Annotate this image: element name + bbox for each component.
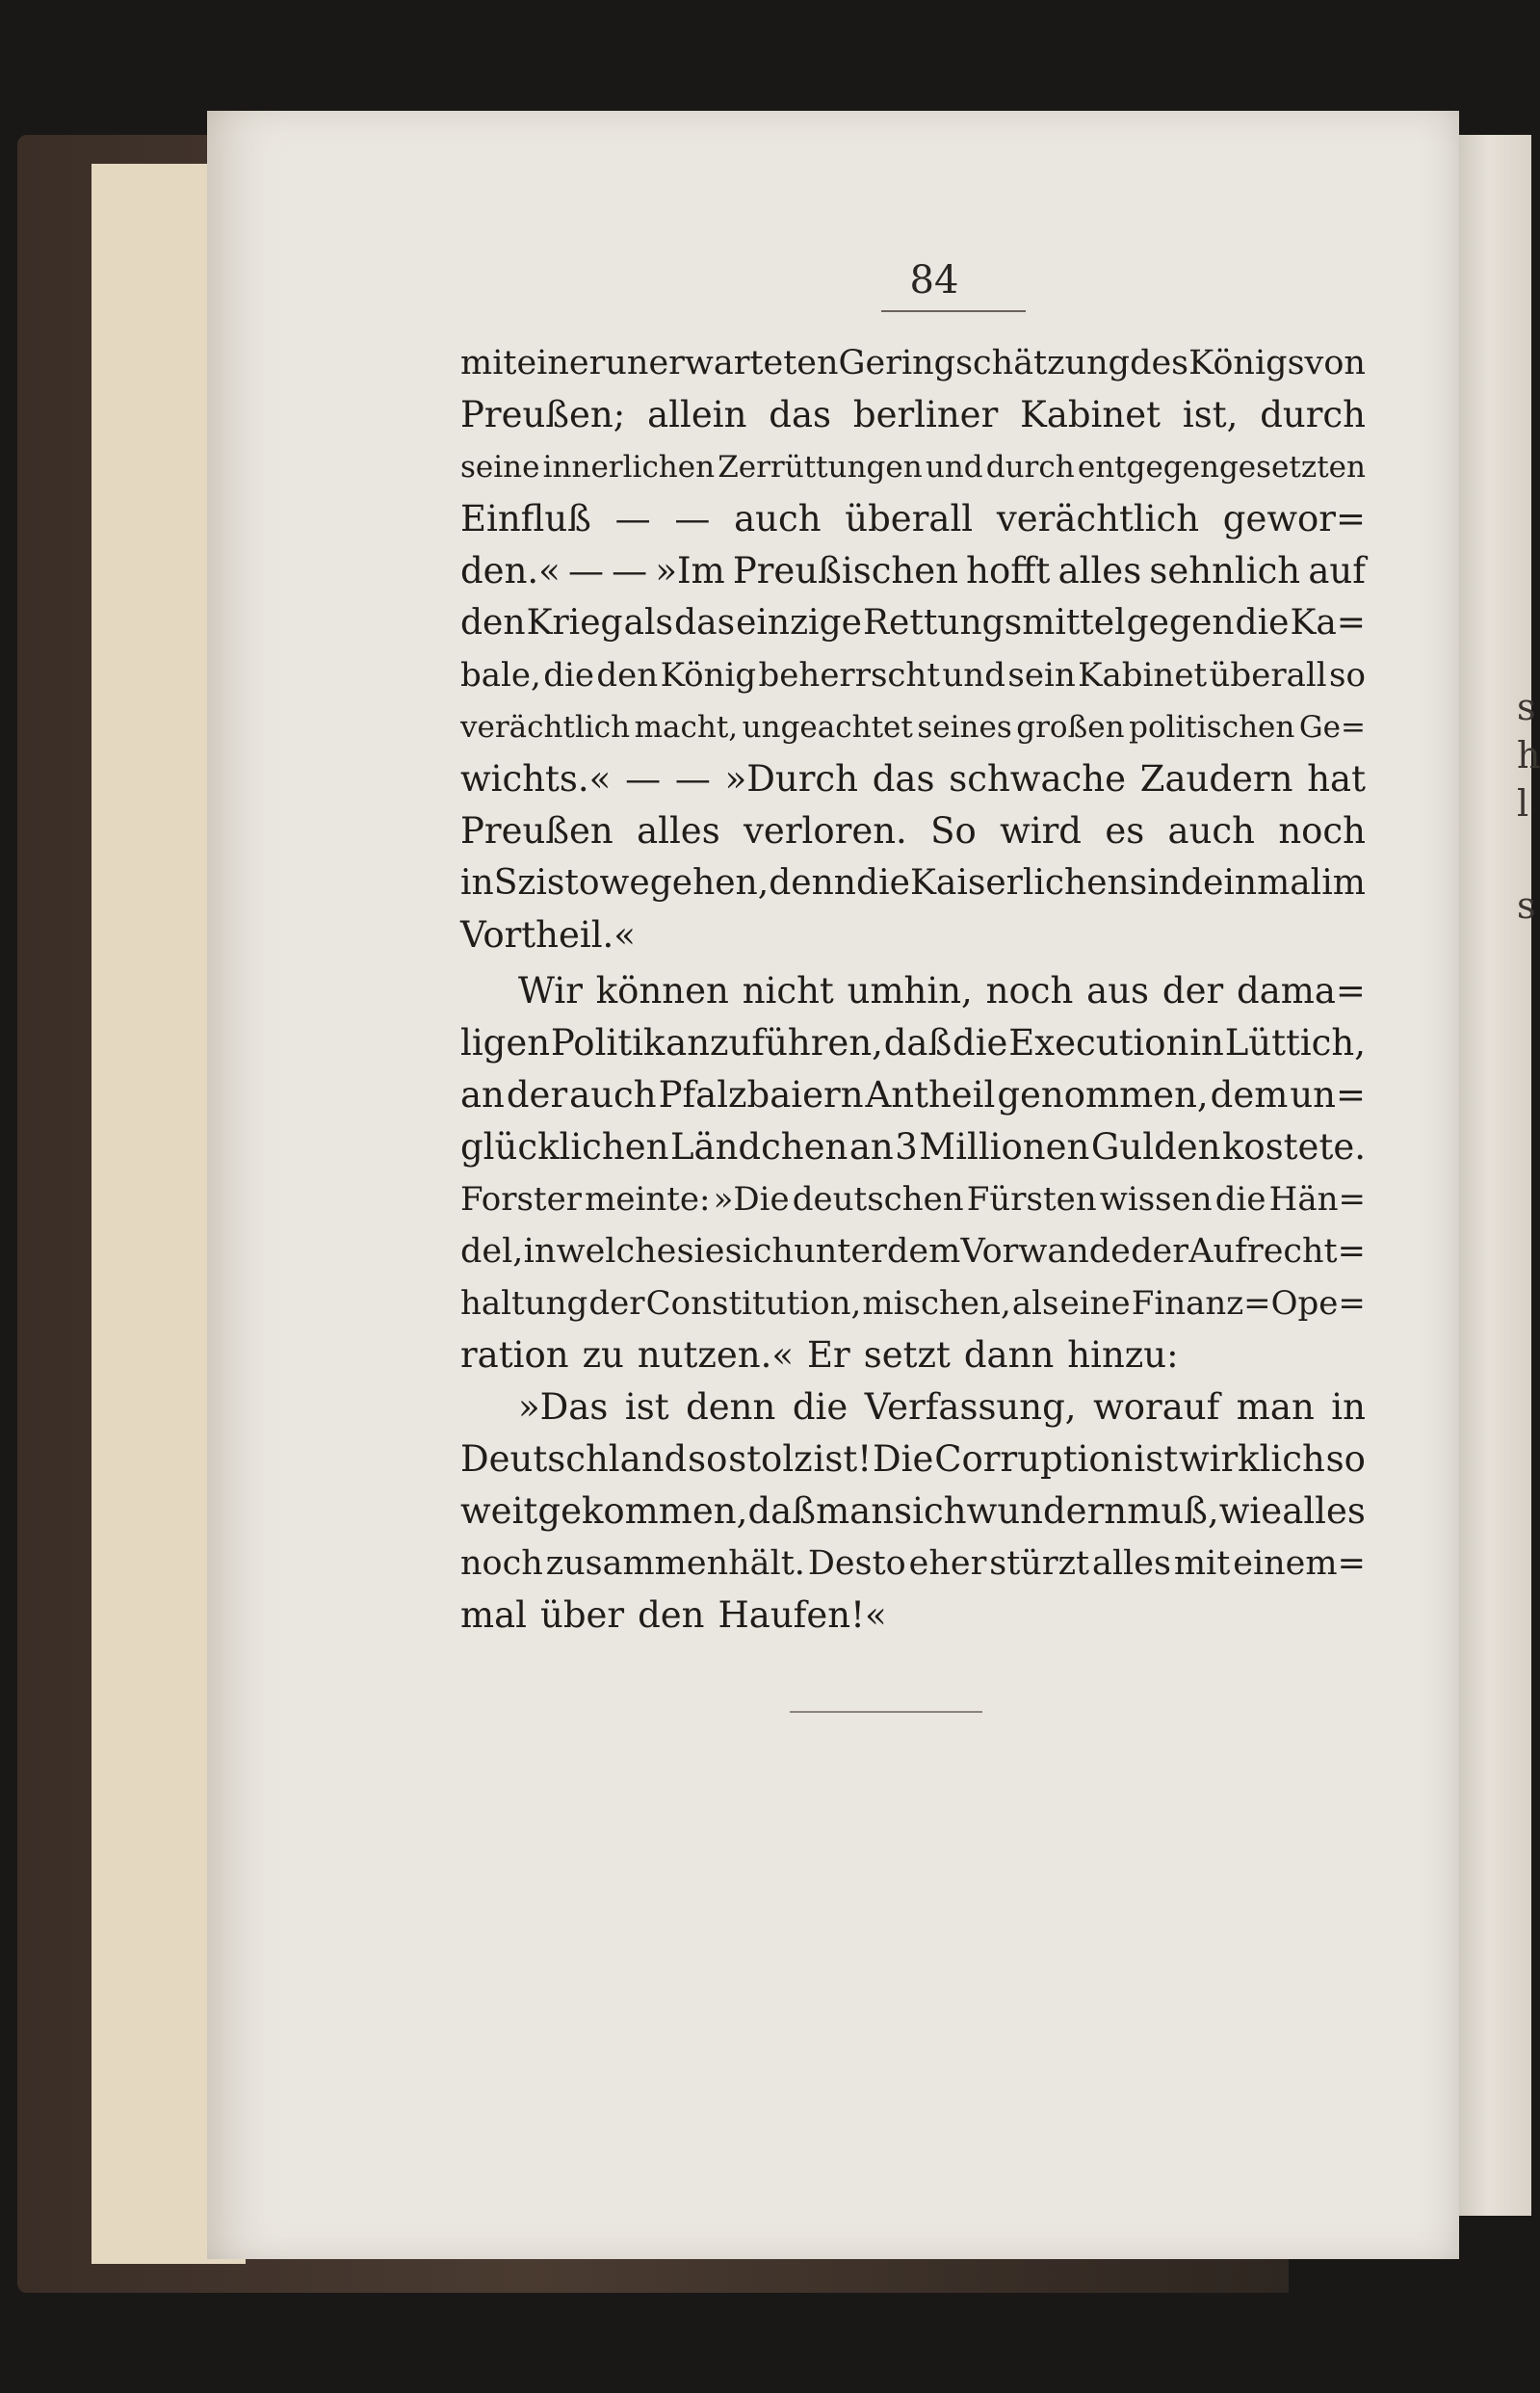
word: in bbox=[1189, 1022, 1224, 1064]
word: Vorwande bbox=[960, 1232, 1131, 1271]
word: die bbox=[1214, 1180, 1266, 1219]
word: auch bbox=[569, 1074, 657, 1116]
word: — bbox=[674, 758, 711, 800]
word: — bbox=[614, 498, 651, 539]
word: man bbox=[816, 1490, 895, 1532]
word: sich bbox=[724, 1232, 794, 1271]
word: aus bbox=[1086, 970, 1150, 1012]
word: als bbox=[623, 603, 674, 643]
word: Ländchen bbox=[669, 1126, 848, 1168]
word: »Die bbox=[713, 1180, 790, 1219]
word: daß bbox=[747, 1490, 816, 1532]
word: einmal bbox=[1203, 863, 1322, 903]
word: deutschen bbox=[792, 1180, 964, 1219]
facing-page-fragment: s bbox=[1517, 686, 1536, 728]
word: Antheil bbox=[865, 1074, 996, 1116]
word: Krieg bbox=[526, 603, 623, 643]
text-line bbox=[460, 649, 1366, 701]
word: mit bbox=[460, 344, 517, 382]
word: den bbox=[596, 656, 659, 695]
word: berliner bbox=[852, 394, 999, 435]
word: können bbox=[595, 970, 729, 1012]
text-line bbox=[460, 1590, 1366, 1642]
facing-page-edge bbox=[1459, 135, 1531, 2216]
word: Kaiserlichen bbox=[909, 863, 1130, 903]
word: man bbox=[1236, 1386, 1315, 1428]
word: die bbox=[953, 1022, 1008, 1064]
word: an bbox=[460, 1074, 505, 1116]
word: entgegengesetzten bbox=[1077, 450, 1366, 485]
word: Kabinet bbox=[1020, 394, 1161, 435]
text-line bbox=[460, 1486, 1366, 1538]
word: das bbox=[769, 394, 832, 435]
text-line bbox=[460, 389, 1366, 441]
word: Zerrüttungen bbox=[718, 450, 923, 485]
word: unerwarteten bbox=[605, 344, 839, 382]
text-line bbox=[460, 857, 1366, 909]
word: 3 bbox=[895, 1126, 918, 1168]
word: dann bbox=[963, 1334, 1055, 1376]
word: nicht bbox=[742, 970, 834, 1012]
word: Verfassung, bbox=[864, 1386, 1077, 1428]
word: ration bbox=[460, 1334, 569, 1376]
word: ist bbox=[1134, 1438, 1179, 1480]
text-line bbox=[460, 493, 1366, 545]
word: wirklich bbox=[1178, 1438, 1325, 1480]
text-line bbox=[460, 337, 1366, 389]
word: dama= bbox=[1237, 970, 1366, 1012]
word: Einfluß bbox=[460, 498, 591, 539]
word: dem bbox=[1210, 1074, 1289, 1116]
header-rule bbox=[881, 310, 1026, 312]
word: der bbox=[1162, 970, 1224, 1012]
word: »Das bbox=[518, 1386, 609, 1428]
word: Königs bbox=[1188, 344, 1305, 382]
word: seine bbox=[460, 450, 540, 485]
word: Preußischen bbox=[732, 550, 958, 592]
word: Rettungsmittel bbox=[862, 603, 1126, 643]
word: wird bbox=[1000, 810, 1082, 852]
text-line bbox=[460, 1173, 1366, 1225]
word: eine bbox=[1059, 1284, 1131, 1323]
word: anzuführen, bbox=[666, 1022, 883, 1064]
word: kostete. bbox=[1222, 1126, 1366, 1168]
word: sie bbox=[676, 1232, 725, 1271]
page-number: 84 bbox=[909, 258, 959, 302]
body-text bbox=[460, 337, 1366, 1642]
word: den.« bbox=[460, 550, 561, 592]
word: alles bbox=[1282, 1490, 1366, 1532]
word: König bbox=[660, 656, 757, 695]
word: unter bbox=[794, 1232, 887, 1271]
word: hofft bbox=[966, 550, 1051, 592]
word: weit bbox=[460, 1490, 538, 1532]
word: der bbox=[588, 1284, 645, 1323]
word: Execution bbox=[1008, 1022, 1189, 1064]
word: auch bbox=[1167, 810, 1255, 852]
word: Aufrecht= bbox=[1188, 1232, 1366, 1271]
text-line bbox=[460, 1538, 1366, 1590]
word: so bbox=[688, 1438, 728, 1480]
word: Preußen; bbox=[460, 394, 626, 435]
word: wundern bbox=[966, 1490, 1128, 1532]
word: einem= bbox=[1233, 1544, 1366, 1583]
word: innerlichen bbox=[542, 450, 716, 485]
text-line bbox=[460, 909, 1366, 961]
word: Millionen bbox=[919, 1126, 1090, 1168]
word: welche bbox=[556, 1232, 677, 1271]
word: ist, bbox=[1182, 394, 1239, 435]
word: denn bbox=[769, 863, 856, 903]
word: Die bbox=[872, 1438, 934, 1480]
word: und bbox=[942, 656, 1005, 695]
word: nutzen.« bbox=[637, 1334, 795, 1376]
word: daß bbox=[883, 1022, 953, 1064]
word: »Im bbox=[655, 550, 725, 592]
word: in bbox=[1331, 1386, 1366, 1428]
word: auch bbox=[734, 498, 822, 539]
word: mischen, bbox=[862, 1284, 1011, 1323]
word: dem bbox=[887, 1232, 961, 1271]
word: Politik bbox=[550, 1022, 666, 1064]
word: stolz bbox=[728, 1438, 813, 1480]
end-rule bbox=[790, 1711, 982, 1713]
word: politischen bbox=[1129, 710, 1295, 745]
word: seines bbox=[917, 710, 1012, 745]
word: So bbox=[930, 810, 977, 852]
word: glücklichen bbox=[460, 1126, 669, 1168]
word: Gulden bbox=[1090, 1126, 1221, 1168]
text-line bbox=[460, 1381, 1366, 1433]
word: Vortheil.« bbox=[460, 914, 636, 956]
word: einzige bbox=[736, 603, 862, 643]
word: — bbox=[625, 758, 662, 800]
word: durch bbox=[985, 450, 1075, 485]
word: Wir bbox=[518, 970, 583, 1012]
word: überall bbox=[845, 498, 974, 539]
text-line bbox=[460, 597, 1366, 649]
word: Hän= bbox=[1268, 1180, 1366, 1219]
word: muß, bbox=[1127, 1490, 1219, 1532]
word: alles bbox=[1092, 1544, 1171, 1583]
word: einer bbox=[516, 344, 606, 382]
word: Lüttich, bbox=[1224, 1022, 1366, 1064]
word: der bbox=[506, 1074, 568, 1116]
word: Pfalzbaiern bbox=[658, 1074, 864, 1116]
text-line bbox=[460, 753, 1366, 805]
word: Er bbox=[807, 1334, 850, 1376]
word: noch bbox=[985, 970, 1074, 1012]
word: ligen bbox=[460, 1022, 551, 1064]
word: eher bbox=[908, 1544, 987, 1583]
word: sein bbox=[1007, 656, 1076, 695]
word: von bbox=[1304, 344, 1366, 382]
word: Fürsten bbox=[966, 1180, 1097, 1219]
word: ist bbox=[624, 1386, 669, 1428]
word: sehnlich bbox=[1149, 550, 1301, 592]
word: verächtlich bbox=[460, 710, 631, 745]
word: alles bbox=[637, 810, 720, 852]
word: Corruption bbox=[934, 1438, 1134, 1480]
facing-page-fragment: h bbox=[1517, 734, 1540, 776]
word: genommen, bbox=[997, 1074, 1209, 1116]
word: wie bbox=[1218, 1490, 1283, 1532]
word: das bbox=[872, 758, 935, 800]
word: wissen bbox=[1099, 1180, 1213, 1219]
word: — bbox=[567, 550, 604, 592]
word: gehen, bbox=[649, 863, 770, 903]
word: durch bbox=[1260, 394, 1366, 435]
word: sind bbox=[1129, 863, 1203, 903]
word: Forster bbox=[460, 1180, 582, 1219]
text-line bbox=[460, 1225, 1366, 1277]
word: umhin, bbox=[847, 970, 973, 1012]
word: Desto bbox=[807, 1544, 906, 1583]
word: es bbox=[1105, 810, 1145, 852]
word: macht, bbox=[634, 710, 739, 745]
word: so bbox=[1329, 656, 1366, 695]
word: das bbox=[674, 603, 736, 643]
word: Haufen!« bbox=[718, 1594, 887, 1636]
word: den bbox=[460, 603, 526, 643]
word: worauf bbox=[1093, 1386, 1220, 1428]
word: — bbox=[674, 498, 711, 539]
word: Ka= bbox=[1290, 603, 1366, 643]
word: denn bbox=[686, 1386, 776, 1428]
word: sich bbox=[894, 1490, 967, 1532]
word: — bbox=[612, 550, 648, 592]
word: so bbox=[1325, 1438, 1366, 1480]
word: die bbox=[792, 1386, 848, 1428]
word: mit bbox=[1173, 1544, 1231, 1583]
word: der bbox=[1131, 1232, 1188, 1271]
word: großen bbox=[1016, 710, 1125, 745]
word: in bbox=[460, 863, 494, 903]
word: in bbox=[523, 1232, 557, 1271]
text-line bbox=[460, 1433, 1366, 1486]
word: überall bbox=[1209, 656, 1327, 695]
word: an bbox=[848, 1126, 894, 1168]
word: hat bbox=[1307, 758, 1366, 800]
word: zusammenhält. bbox=[545, 1544, 805, 1583]
word: stürzt bbox=[989, 1544, 1090, 1583]
word: gekommen, bbox=[537, 1490, 748, 1532]
facing-page-fragment: l bbox=[1517, 782, 1529, 825]
word: Zaudern bbox=[1139, 758, 1293, 800]
word: bale, bbox=[460, 656, 541, 695]
text-line bbox=[460, 1121, 1366, 1173]
word: über bbox=[539, 1594, 625, 1636]
word: Deutschland bbox=[460, 1438, 688, 1480]
word: haltung bbox=[460, 1284, 588, 1323]
word: die bbox=[1235, 603, 1290, 643]
word: un= bbox=[1290, 1074, 1366, 1116]
word: als bbox=[1011, 1284, 1059, 1323]
word: noch bbox=[460, 1544, 543, 1583]
word: auf bbox=[1308, 550, 1366, 592]
word: Szistowe bbox=[493, 863, 650, 903]
word: im bbox=[1321, 863, 1366, 903]
word: zu bbox=[582, 1334, 624, 1376]
word: beherrscht bbox=[758, 656, 940, 695]
word: des bbox=[1130, 344, 1189, 382]
word: »Durch bbox=[724, 758, 858, 800]
word: verächtlich bbox=[996, 498, 1200, 539]
text-line bbox=[460, 1329, 1366, 1381]
word: verloren. bbox=[744, 810, 907, 852]
word: hinzu: bbox=[1067, 1334, 1179, 1376]
word: Ge= bbox=[1298, 710, 1366, 745]
text-line bbox=[460, 701, 1366, 753]
word: del, bbox=[460, 1232, 524, 1271]
word: setzt bbox=[863, 1334, 951, 1376]
word: schwache bbox=[949, 758, 1126, 800]
word: die bbox=[543, 656, 595, 695]
word: Kabinet bbox=[1078, 656, 1208, 695]
word: Constitution, bbox=[645, 1284, 862, 1323]
text-line bbox=[460, 965, 1366, 1017]
word: Geringschätzung bbox=[838, 344, 1131, 382]
text-line bbox=[460, 1277, 1366, 1329]
text-line bbox=[460, 441, 1366, 493]
text-line bbox=[460, 1069, 1366, 1121]
text-line bbox=[460, 545, 1366, 597]
word: gewor= bbox=[1222, 498, 1366, 539]
word: noch bbox=[1278, 810, 1366, 852]
word: ungeachtet bbox=[742, 710, 913, 745]
word: ist! bbox=[813, 1438, 873, 1480]
word: Finanz=Ope= bbox=[1131, 1284, 1366, 1323]
text-line bbox=[460, 805, 1366, 857]
word: und bbox=[925, 450, 983, 485]
word: alles bbox=[1057, 550, 1142, 592]
word: wichts.« bbox=[460, 758, 612, 800]
word: Preußen bbox=[460, 810, 613, 852]
word: mal bbox=[460, 1594, 527, 1636]
word: gegen bbox=[1126, 603, 1235, 643]
word: den bbox=[638, 1594, 705, 1636]
word: allein bbox=[647, 394, 747, 435]
text-line bbox=[460, 1017, 1366, 1069]
word: meinte: bbox=[585, 1180, 711, 1219]
word: die bbox=[856, 863, 910, 903]
facing-page-fragment: s bbox=[1517, 884, 1536, 927]
